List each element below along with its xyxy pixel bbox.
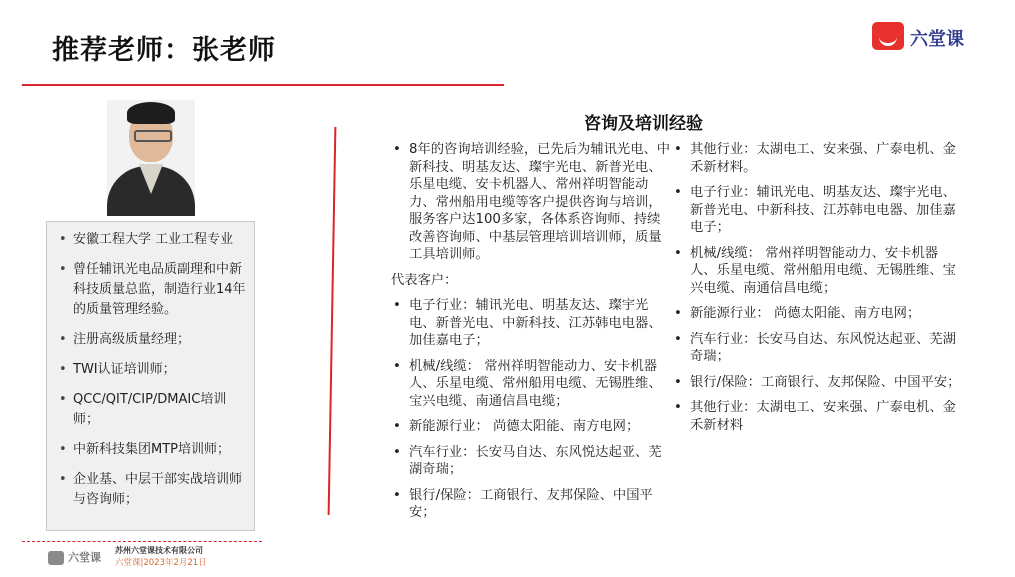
vertical-divider xyxy=(328,127,336,515)
profile-item: • TWI认证培训师； xyxy=(57,360,246,380)
client-item: • 银行/保险：工商银行、友邦保险、中国平安； xyxy=(391,487,671,522)
footer-date: 六堂课|2023年2月21日 xyxy=(115,558,207,568)
footer-logo-text: 六堂课 xyxy=(68,551,101,564)
profile-box xyxy=(46,221,255,531)
client-item: • 银行/保险：工商银行、友邦保险、中国平安； xyxy=(672,374,962,392)
profile-item: • 注册高级质量经理； xyxy=(57,330,246,350)
brand-logo xyxy=(872,22,982,56)
experience-right-column xyxy=(672,141,962,442)
title-underline xyxy=(22,84,504,86)
profile-item: • QCC/QIT/CIP/DMAIC培训师； xyxy=(57,390,246,430)
teacher-photo xyxy=(107,100,195,216)
profile-item: • 曾任辅讯光电品质副理和中新科技质量总监，制造行业14年的质量管理经验。 xyxy=(57,260,246,320)
client-item: • 汽车行业：长安马自达、东风悦达起亚、芜湖奇瑞； xyxy=(391,444,671,479)
logo-text: 六堂课 xyxy=(910,29,964,50)
footer-divider xyxy=(22,541,262,542)
profile-item: • 中新科技集团MTP培训师； xyxy=(57,440,246,460)
page-title: 推荐老师：张老师 xyxy=(52,35,276,66)
client-item: • 机械/线缆： 常州祥明智能动力、安卡机器人、乐星电缆、常州船用电缆、无锡胜维、宝兴电缆、南通信昌电缆； xyxy=(391,358,671,411)
client-item: • 其他行业：太湖电工、安来强、广泰电机、金禾新材料 xyxy=(672,399,962,434)
profile-item: • 安徽工程大学 工业工程专业 xyxy=(57,230,246,250)
footer-logo-icon xyxy=(48,551,64,565)
client-item: • 其他行业：太湖电工、安来强、广泰电机、金禾新材料。 xyxy=(672,141,962,176)
client-item: • 新能源行业： 尚德太阳能、南方电网； xyxy=(672,305,962,323)
experience-intro: • 8年的咨询培训经验，已先后为辅讯光电、中新科技、明基友达、璨宇光电、新普光电、乐星电缆、安卡机器人、常州祥明智能动力、常州船用电缆等客户提供咨询与培训，服务客户达100多家，各体系咨询师、持续改善咨询师、中基层管理培训培训师，质量工具培训师。 xyxy=(391,141,671,264)
client-item: • 机械/线缆： 常州祥明智能动力、安卡机器人、乐星电缆、常州船用电缆、无锡胜维、宝兴电缆、南通信昌电缆； xyxy=(672,245,962,298)
experience-title: 咨询及培训经验 xyxy=(584,114,703,134)
footer-company: 苏州六堂课技术有限公司 xyxy=(115,546,203,555)
client-item: • 电子行业：辅讯光电、明基友达、璨宇光电、新普光电、中新科技、江苏韩电电器、加佳嘉电子； xyxy=(391,297,671,350)
client-item: • 汽车行业：长安马自达、东风悦达起亚、芜湖奇瑞； xyxy=(672,331,962,366)
clients-label: 代表客户： xyxy=(391,272,458,288)
profile-item: • 企业基、中层干部实战培训师与咨询师； xyxy=(57,470,246,510)
experience-left-column xyxy=(391,141,671,530)
client-item: • 新能源行业： 尚德太阳能、南方电网； xyxy=(391,418,671,436)
client-item: • 电子行业：辅讯光电、明基友达、璨宇光电、新普光电、中新科技、江苏韩电电器、加佳嘉电子； xyxy=(672,184,962,237)
logo-icon xyxy=(872,22,904,50)
